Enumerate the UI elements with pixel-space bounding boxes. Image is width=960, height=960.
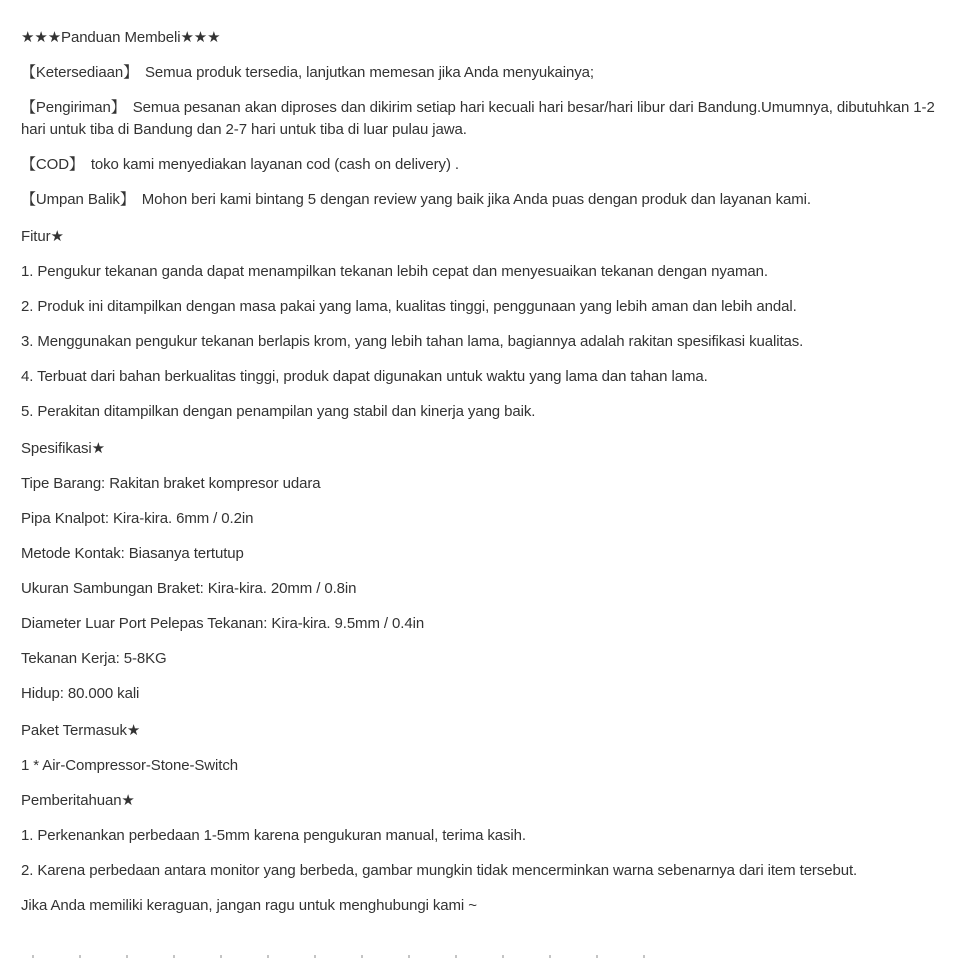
guide-item-feedback [21,189,940,211]
feature-item-3: 3. Menggunakan pengukur tekanan berlapis krom, yang lebih tahan lama, bagiannya adalah rakitan spesifikasi kualitas. [21,333,804,350]
features-heading: Fitur★ [21,228,64,245]
guide-item-shipping [21,97,940,141]
spec-item-working-pressure: Tekanan Kerja: 5-8KG [21,650,167,667]
guide-item-shipping-label: 【Pengiriman】 [21,99,126,116]
spec-item-life: Hidup: 80.000 kali [21,685,140,702]
feature-item-2: 2. Produk ini ditampilkan dengan masa pakai yang lama, kualitas tinggi, penggunaan yang lebih aman dan lebih andal. [21,298,797,315]
notice-heading: Pemberitahuan★ [21,792,135,809]
specs-heading: Spesifikasi★ [21,440,105,457]
package-heading: Paket Termasuk★ [21,722,141,739]
guide-item-availability [21,62,940,84]
guide-item-shipping-text: Semua pesanan akan diproses dan dikirim setiap hari kecuali hari besar/hari libur dari Bandung.Umumnya, dibutuhkan 1-2 hari untuk tiba di Bandung dan 2-7 hari untuk tiba di luar pulau jawa. [21,99,935,138]
spec-item-exhaust-pipe: Pipa Knalpot: Kira-kira. 6mm / 0.2in [21,510,254,527]
feature-item-5: 5. Perakitan ditampilkan dengan penampilan yang stabil dan kinerja yang baik. [21,403,536,420]
spec-item-bracket-size: Ukuran Sambungan Braket: Kira-kira. 20mm / 0.8in [21,580,357,597]
notice-item-2: 2. Karena perbedaan antara monitor yang berbeda, gambar mungkin tidak mencerminkan warna sebenarnya dari item tersebut. [21,862,858,879]
guide-item-cod [21,154,940,176]
guide-title: ★★★Panduan Membeli★★★ [21,29,221,46]
notice-item-contact: Jika Anda memiliki keraguan, jangan ragu untuk menghubungi kami ~ [21,897,477,914]
package-item-1: 1 * Air-Compressor-Stone-Switch [21,757,238,774]
guide-item-feedback-text: Mohon beri kami bintang 5 dengan review yang baik jika Anda puas dengan produk dan layanan kami. [141,191,811,208]
spec-item-port-diameter: Diameter Luar Port Pelepas Tekanan: Kira-kira. 9.5mm / 0.4in [21,615,425,632]
feature-item-4: 4. Terbuat dari bahan berkualitas tinggi, produk dapat digunakan untuk waktu yang lama dan tahan lama. [21,368,708,385]
cutoff-next-line-top [32,955,672,958]
guide-item-availability-label: 【Ketersediaan】 [21,64,138,81]
spec-item-type: Tipe Barang: Rakitan braket kompresor udara [21,475,321,492]
spec-item-contact-method: Metode Kontak: Biasanya tertutup [21,545,244,562]
guide-item-availability-text: Semua produk tersedia, lanjutkan memesan jika Anda menyukainya; [145,64,594,81]
guide-item-cod-label: 【COD】 [21,156,84,173]
guide-item-cod-text: toko kami menyediakan layanan cod (cash on delivery) . [90,156,459,173]
guide-item-feedback-label: 【Umpan Balik】 [21,191,135,208]
feature-item-1: 1. Pengukur tekanan ganda dapat menampilkan tekanan lebih cepat dan menyesuaikan tekanan dengan nyaman. [21,263,768,280]
notice-item-1: 1. Perkenankan perbedaan 1-5mm karena pengukuran manual, terima kasih. [21,827,526,844]
